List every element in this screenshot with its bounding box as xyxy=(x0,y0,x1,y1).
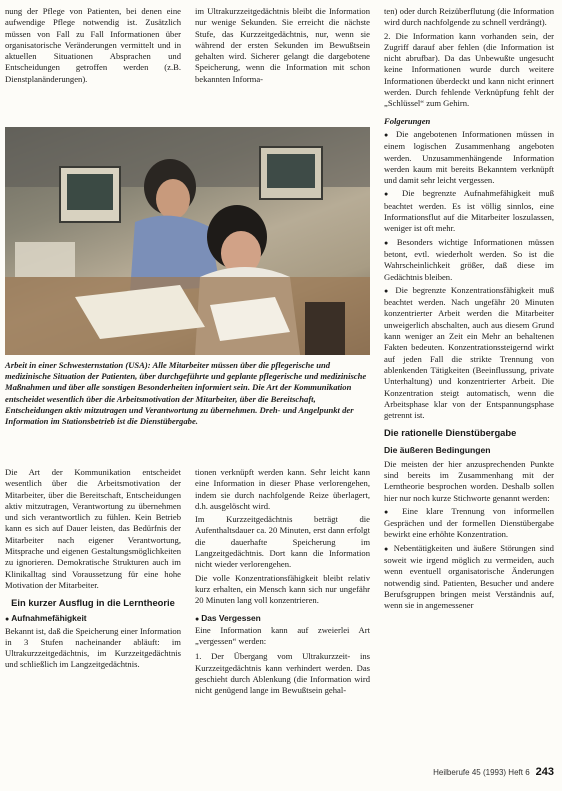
bullet-item: ● Besonders wichtige Informationen müssen betont, evtl. wiederholt werden. So ist die Wahrscheinlichkeit größer, daß diese im Gedächtnis bleiben. xyxy=(384,237,554,283)
bullet-item: ● Nebentätigkeiten und äußere Störungen sind soweit wie irgend möglich zu vermeiden, auch wenn eventuell organisatorische Änderungen notwendig sind. Patienten, Besucher und andere Berufsgruppen bringen meist Verständnis auf, wenn sie in angemessener xyxy=(384,543,554,612)
paragraph: Die meisten der hier anzusprechenden Punkte sind bereits im Zusammenhang mit der Lerntheorie besprochen worden. Deshalb sollen hier nur noch kurze Stichworte genannt werden: xyxy=(384,458,554,503)
bullet-item: ● Die begrenzte Konzentrationsfähigkeit muß beachtet werden. Nach ungefähr 20 Minuten konzentrierter Arbeit werden die Mitarbeiter unweigerlich abschalten, auch aus diesem Grund kann weniger an Zeit ein Mehr an behaltenen Fakten bedeuten. Konzentrationssteigernd wirkt auf jeden Fall die strikte Trennung von ablenkenden Tätigkeiten (Beeinflussung, private Unterhaltung) und konzentrierter Arbeit. Die Konzentration steigt automatisch, wenn die Arbeitsphase klar von der Entspannungsphase getrennt ist. xyxy=(384,285,554,422)
page-footer xyxy=(433,766,554,778)
paragraph: tionen verknüpft werden kann. Sehr leicht kann eine Information in dieser Phase verlorengehen, indem sie durch nachfolgende Reize überlagert, d.h. ausgelöscht wird. xyxy=(195,467,370,511)
subheading-folgerungen: Folgerungen xyxy=(384,115,431,126)
page-number: 243 xyxy=(535,766,554,778)
paragraph-label: ● Aufnahmefähigkeit xyxy=(5,613,87,623)
column-1-bottom-text xyxy=(5,467,181,673)
paragraph: Die Art der Kommunikation entscheidet wesentlich über die Arbeitsmotivation der Mitarbeiter, über die Bereitschaft, Entscheidungen aktiv mitzutragen, Verantwortung zu übernehmen und sich verantwortlich zu fühlen. Kein Betrieb kann es sich auf Dauer leisten, das Bedürfnis der Mitarbeiter nach eigener Verantwortung, Mitsprache und eigenen Gestaltungsmöglichkeiten zu ignorieren. Demokratische Strukturen auch im Klinikalltag sind Voraussetzung für eine hohe Motivation der Mitarbeiter. xyxy=(5,467,181,590)
bullet-item: ● Die begrenzte Aufnahmefähigkeit muß beachtet werden. Es ist völlig sinnlos, eine Informationsflut auf die Mitarbeiter loszulassen, weniger ist oft mehr. xyxy=(384,188,554,234)
paragraph: nung der Pflege von Patienten, bei denen eine aufwendige Pflege notwendig ist. Zusätzlich müssen von Fall zu Fall Informationen über organisatorische Veränderungen vermittelt und in aktuellen Situationen Absprachen und Entscheidungen getroffen werden (z.B. Dienstplanänderungen). xyxy=(5,6,181,84)
photo-caption: Arbeit in einer Schwesternstation (USA): Alle Mitarbeiter müssen über die pflegerische und medizinische Situation der Patienten, über durchgeführte und geplante pflegerische und medizinische Maßnahmen und über alle sonstigen Besonderheiten informiert sein. Die Art der Kommunikation entscheidet wesentlich über die Arbeitsmotivation der Mitarbeiter, über die Bereitschaft, Entscheidungen aktiv mitzutragen und Verantwortung zu übernehmen. Dreh- und Angelpunkt der Information im Stationsbetrieb ist die Dienstübergabe. xyxy=(5,360,367,427)
paragraph: im Ultrakurzzeitgedächtnis bleibt die Information nur wenige Sekunden. Sie erreicht die nächste Stufe, das Kurzzeitgedächtnis, nur, wenn sie während der ersten Sekunden im Bewußtsein gehalten wird. Sicherer gelangt die dargebotene Speicherung, wenn die Information mit schon bekannten Informa- xyxy=(195,6,370,84)
column-3-text xyxy=(384,6,554,614)
paragraph: ten) oder durch Reizüberflutung (die Information wird durch nachfolgende zu schnell verdrängt). xyxy=(384,6,554,28)
paragraph: 2. Die Information kann vorhanden sein, der Zugriff darauf aber fehlen (die Information ist nicht abrufbar). Da das Unbewußte ungesucht keine Informationen wurde durch weitere Informationen überdeckt und kann nicht erinnert werden. Durch fehlende Verknüpfung fehlt der „Schlüssel“ zum Gehirn. xyxy=(384,30,554,109)
nurses-station-photo xyxy=(5,127,370,355)
column-2-top-text xyxy=(195,6,370,87)
subheading-bedingungen: Die äußeren Bedingungen xyxy=(384,445,491,456)
column-2-bottom-text xyxy=(195,467,370,699)
labeled-paragraph xyxy=(5,613,181,670)
journal-reference: Heilberufe 45 (1993) Heft 6 xyxy=(433,768,530,777)
bullet-item: ● Eine klare Trennung von informellen Gesprächen und der formellen Dienstübergabe bewirkt eine erhöhte Konzentration. xyxy=(384,506,554,541)
paragraph: 1. Der Übergang vom Ultrakurzzeit- ins Kurzzeitgedächtnis kann verhindert werden. Das geschieht durch Ablenkung (die Information wird nicht genügend lange im Bewußtsein gehal- xyxy=(195,651,370,696)
photo-illustration xyxy=(5,127,370,355)
paragraph-text: Eine Information kann auf zweierlei Art „vergessen“ werden: xyxy=(195,624,370,647)
paragraph-label: ● Das Vergessen xyxy=(195,613,261,623)
section-heading-lerntheorie: Ein kurzer Ausflug in die Lerntheorie xyxy=(11,597,175,609)
paragraph-text: Bekannt ist, daß die Speicherung einer Information in 3 Stufen nacheinander abläuft: im Ultrakurzzeitgedächtnis, im Kurzzeitgedächtnis und schließlich im Langzeitgedächtnis. xyxy=(5,625,181,670)
paragraph: Die volle Konzentrationsfähigkeit bleibt relativ kurz erhalten, ein Mensch kann sich nur ungefähr 20 Minuten lang voll konzentrieren. xyxy=(195,572,370,606)
section-heading-dienstuebergabe: Die rationelle Dienstübergabe xyxy=(384,427,517,439)
column-1-top-text xyxy=(5,6,181,87)
labeled-paragraph xyxy=(195,613,370,648)
paragraph: Im Kurzzeitgedächtnis beträgt die Aufenthaltsdauer ca. 20 Minuten, erst dann erfolgt die dauerhafte Speicherung im Langzeitgedächtnis. Dort kann die Information nicht wieder verlorengehen. xyxy=(195,514,370,570)
bullet-item: ● Die angebotenen Informationen müssen in einem logischen Zusammenhang angeboten werden. Unzusammenhängende Information werden kaum mit bereits Bekanntem verknüpft und damit sehr leicht vergessen. xyxy=(384,129,554,186)
